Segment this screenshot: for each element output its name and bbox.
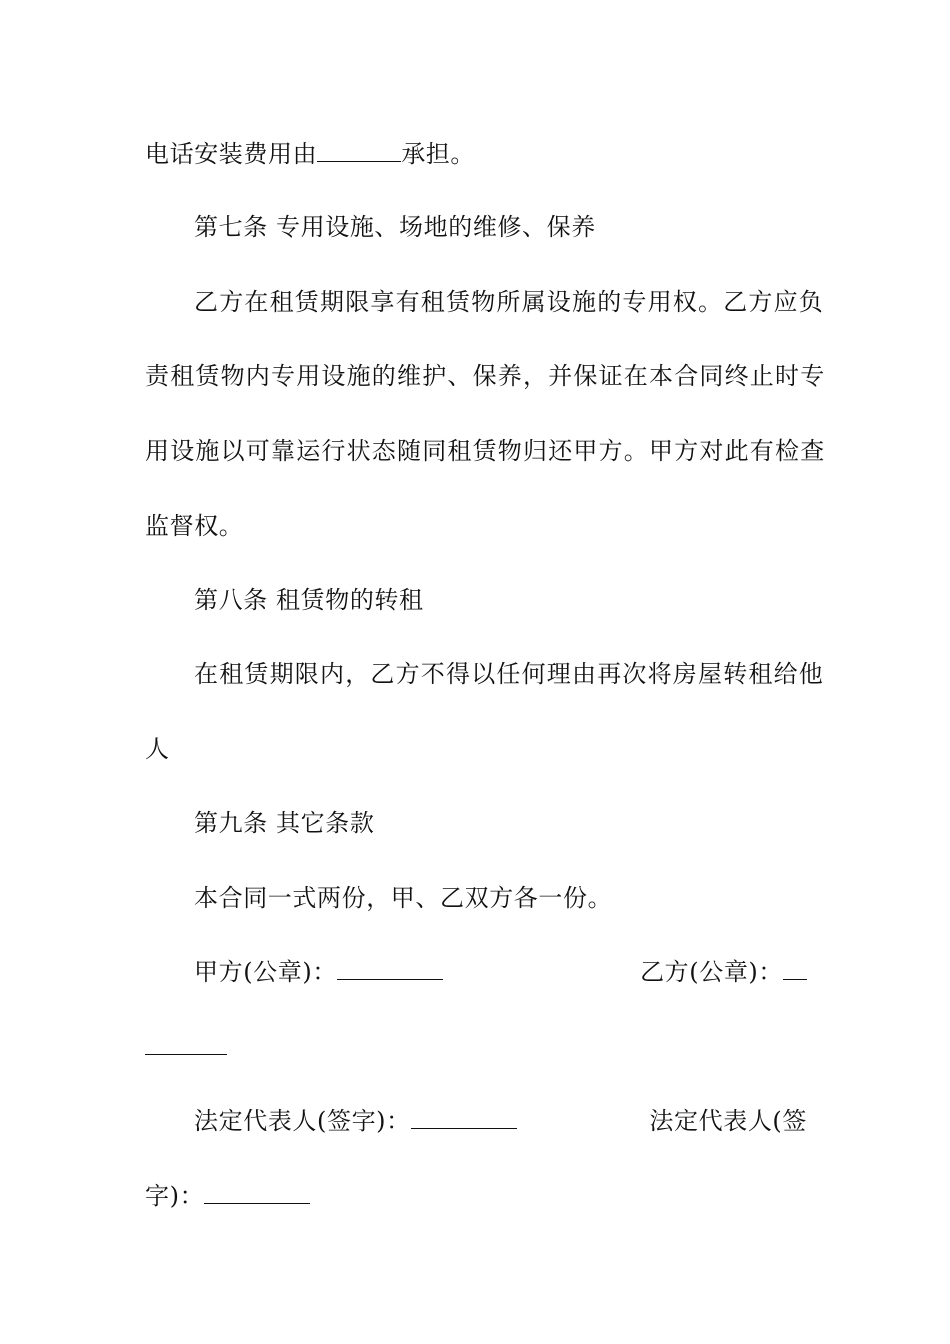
paragraph-phone-fee bbox=[145, 139, 807, 169]
article-9-title: 第九条 其它条款 bbox=[194, 809, 375, 837]
party-a-seal-label: 甲方(公章)： bbox=[194, 958, 337, 986]
article-8-line-2: 人 bbox=[145, 735, 170, 763]
article-7-title: 第七条 专用设施、场地的维修、保养 bbox=[194, 213, 596, 241]
blank-line bbox=[783, 959, 807, 980]
article-9-line: 本合同一式两份，甲、乙双方各一份。 bbox=[194, 884, 613, 912]
party-b-rep-tail: 字)： bbox=[145, 1182, 205, 1210]
article-8-title: 第八条 租赁物的转租 bbox=[194, 586, 424, 614]
article-7-line-4: 监督权。 bbox=[145, 512, 244, 540]
article-7-line-3: 用设施以可靠运行状态随同租赁物归还甲方。甲方对此有检查 bbox=[145, 437, 826, 465]
party-b-seal-label: 乙方(公章)： bbox=[640, 958, 783, 986]
phone-fee-text-after: 承担。 bbox=[401, 140, 476, 168]
blank-line bbox=[317, 141, 401, 162]
article-7-text: 乙方在租赁期限享有租赁物所属设施的专用权。乙方应负 bbox=[194, 288, 824, 316]
phone-fee-text-before: 电话安装费用由 bbox=[145, 140, 318, 168]
article-7-line-1 bbox=[194, 287, 824, 317]
party-b-rep-continuation bbox=[145, 1181, 807, 1211]
rep-row bbox=[194, 1106, 807, 1136]
party-b-seal-continuation bbox=[145, 1032, 807, 1062]
blank-line bbox=[337, 959, 443, 980]
article-7-line-2: 责租赁物内专用设施的维护、保养，并保证在本合同终止时专 bbox=[145, 362, 826, 390]
blank-line bbox=[145, 1034, 227, 1055]
blank-line bbox=[411, 1108, 517, 1129]
party-a-rep-label: 法定代表人(签字)： bbox=[194, 1107, 411, 1135]
party-a-seal bbox=[194, 957, 443, 987]
party-b-rep-head: 法定代表人(签 bbox=[649, 1107, 807, 1135]
party-a-rep bbox=[194, 1106, 517, 1136]
party-b-seal bbox=[640, 957, 807, 987]
seal-row bbox=[194, 957, 807, 987]
article-8-line-1: 在租赁期限内，乙方不得以任何理由再次将房屋转租给他 bbox=[194, 660, 824, 688]
blank-line bbox=[204, 1183, 310, 1204]
